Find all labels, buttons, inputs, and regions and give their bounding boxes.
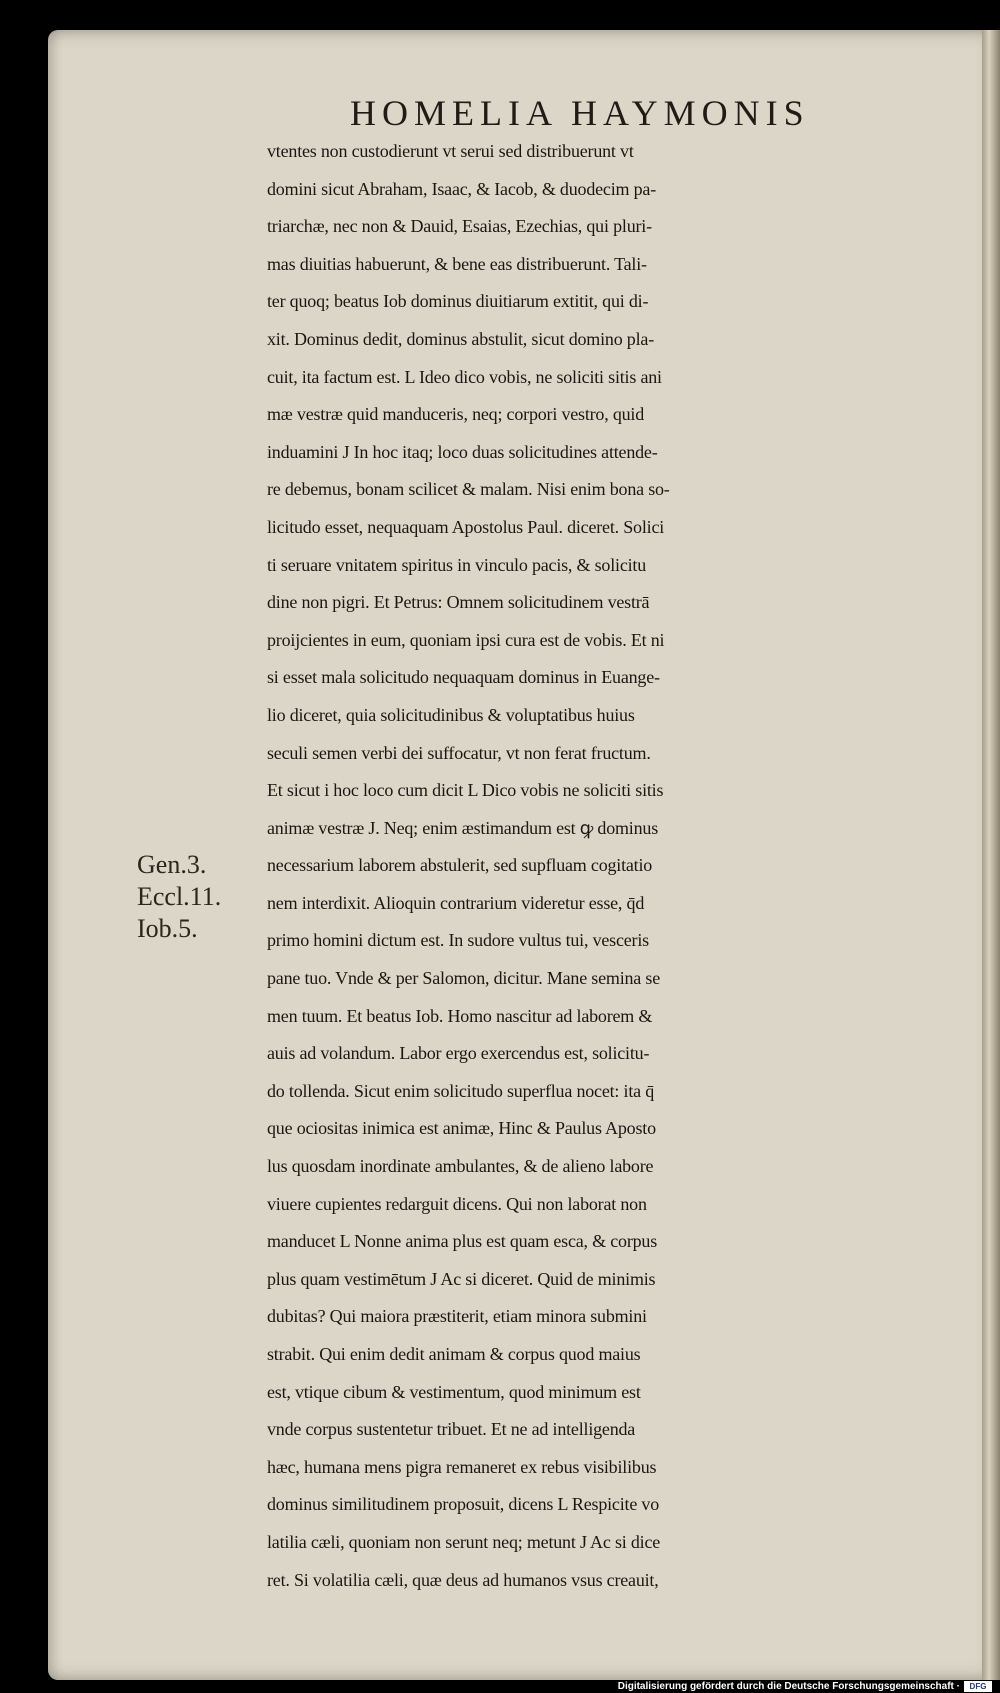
text-line: ti seruare vnitatem spiritus in vinculo pacis, & solicitu [267,554,647,575]
text-line: do tollenda. Sicut enim solicitudo superflua nocet: ita q̄ [267,1080,655,1101]
text-line: nem interdixit. Alioquin contrarium videretur esse, q̄d [267,892,645,913]
text-line: men tuum. Et beatus Iob. Homo nascitur ad laborem & [267,1005,653,1026]
text-line: Et sicut i hoc loco cum dicit L Dico vobis ne soliciti sitis [267,780,664,801]
text-line: licitudo esset, nequaquam Apostolus Paul. diceret. Solici [267,516,665,537]
dfg-logo: DFG [964,1681,992,1692]
margin-note: Gen.3. [137,850,207,879]
text-line: cuit, ita factum est. L Ideo dico vobis, ne soliciti sitis ani [267,366,662,387]
text-line: triarchæ, nec non & Dauid, Esaias, Ezechias, qui pluri- [267,216,652,237]
text-line: necessarium laborem abstulerit, sed supfluam cogitatio [267,855,653,876]
text-line: animæ vestræ J. Neq; enim æstimandum est ꝙ dominus [267,817,659,838]
text-line: proijcientes in eum, quoniam ipsi cura est de vobis. Et ni [267,629,665,650]
text-line: ret. Si volatilia cæli, quæ deus ad humanos vsus creauit, [267,1569,659,1590]
text-line: vtentes non custodierunt vt serui sed distribuerunt vt [267,141,634,161]
text-line: dubitas? Qui maiora præstiterit, etiam minora submini [267,1306,647,1327]
text-line: dominus similitudinem proposuit, dicens L Respicite vo [267,1494,660,1515]
text-line: pane tuo. Vnde & per Salomon, dicitur. Mane semina se [267,968,660,989]
margin-note: Eccl.11. [137,882,222,911]
footer-credit: Digitalisierung gefördert durch die Deutsche Forschungsgemeinschaft · [617,1681,960,1692]
text-line: primo homini dictum est. In sudore vultus tui, vesceris [267,930,649,951]
running-head: HOMELIA HAYMONIS [350,93,810,133]
text-line: re debemus, bonam scilicet & malam. Nisi enim bona so- [267,479,670,500]
text-line: mæ vestræ quid manduceris, neq; corpori vestro, quid [267,404,645,425]
text-line: si esset mala solicitudo nequaquam dominus in Euange- [267,667,660,688]
text-line: lio diceret, quia solicitudinibus & voluptatibus huius [267,704,635,725]
text-line: vnde corpus sustentetur tribuet. Et ne ad intelligenda [267,1419,636,1440]
margin-notes [137,849,221,945]
margin-note: Iob.5. [137,914,198,943]
text-line: que ociositas inimica est animæ, Hinc & Paulus Aposto [267,1118,656,1139]
text-line: xit. Dominus dedit, dominus abstulit, sicut domino pla- [267,328,654,349]
text-line: dine non pigri. Et Petrus: Omnem solicitudinem vestrā [267,592,650,613]
text-line: manducet L Nonne anima plus est quam esca, & corpus [267,1231,658,1252]
text-line: auis ad volandum. Labor ergo exercendus est, solicitu- [267,1043,650,1064]
text-line: hæc, humana mens pigra remaneret ex rebus visibilibus [267,1456,657,1477]
text-line: seculi semen verbi dei suffocatur, vt non ferat fructum. [267,742,651,763]
text-line: lus quosdam inordinate ambulantes, & de alieno labore [267,1156,654,1177]
text-line: est, vtique cibum & vestimentum, quod minimum est [267,1381,641,1402]
text-line: plus quam vestimētum J Ac si diceret. Quid de minimis [267,1268,656,1289]
text-line: domini sicut Abraham, Isaac, & Iacob, & duodecim pa- [267,178,656,199]
body-text [267,133,967,1599]
text-line: strabit. Qui enim dedit animam & corpus quod maius [267,1344,641,1364]
text-line: ter quoq; beatus Iob dominus diuitiarum extitit, qui di- [267,291,649,312]
text-line: mas diuitias habuerunt, & bene eas distribuerunt. Tali- [267,253,647,274]
page-edge [982,30,1000,1680]
text-line: induamini J In hoc itaq; loco duas solicitudines attende- [267,441,658,462]
text-line: viuere cupientes redarguit dicens. Qui non laborat non [267,1193,647,1214]
text-line: latilia cæli, quoniam non serunt neq; metunt J Ac si dice [267,1531,661,1552]
